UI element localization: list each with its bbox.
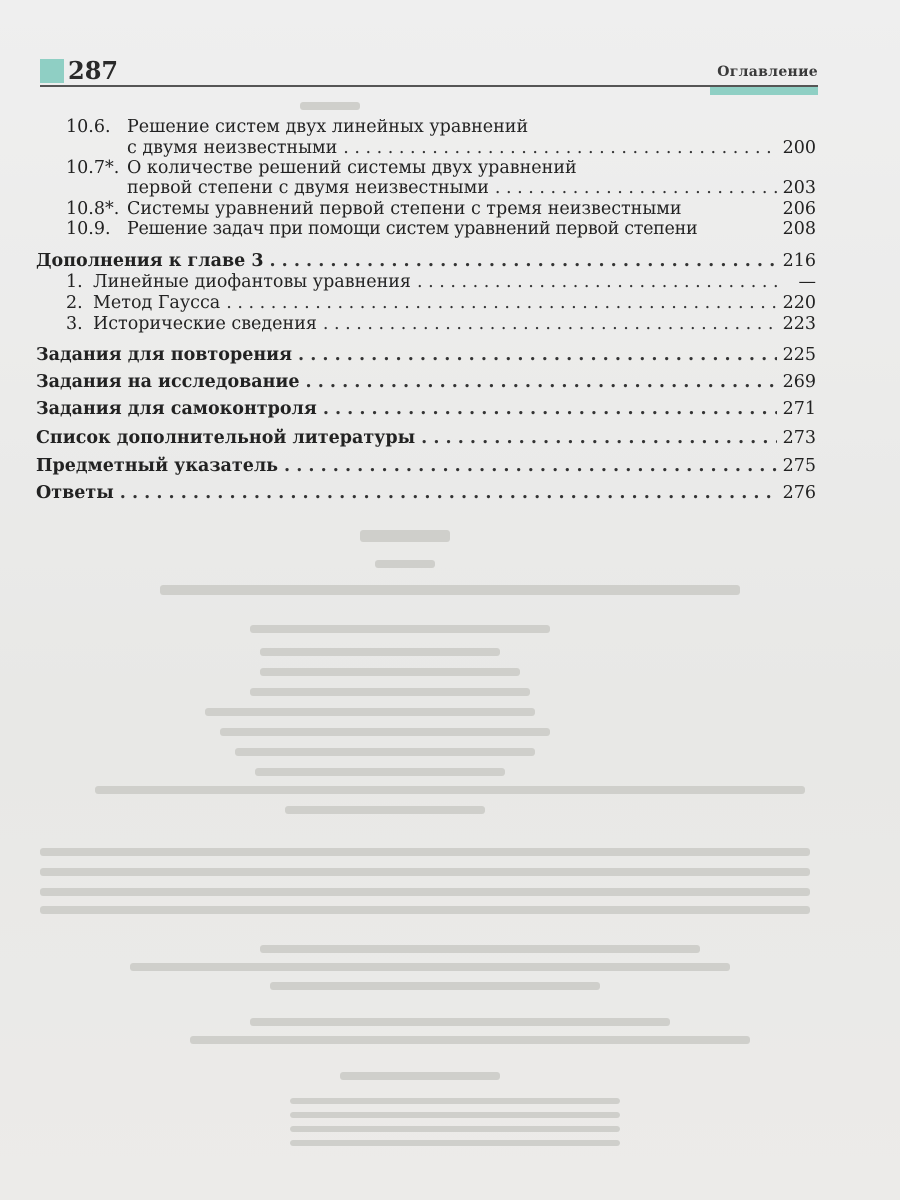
toc-entry-page: 275 xyxy=(782,456,816,476)
toc-entry-page: 206 xyxy=(782,199,816,219)
toc-entry-title: Список дополнительной литературы xyxy=(36,428,416,448)
toc-entry xyxy=(36,456,816,477)
toc-entry-number: 2. xyxy=(66,293,83,313)
toc-entry-page: 225 xyxy=(782,345,816,365)
toc-entry xyxy=(36,345,816,366)
leader-dots xyxy=(120,483,777,504)
toc-entry-page: 208 xyxy=(782,219,816,239)
leader-dots xyxy=(306,372,777,393)
toc-entry-title: Задания на исследование xyxy=(36,372,300,392)
toc-entry-number: 10.7*. xyxy=(66,158,120,178)
toc-entry-number: 10.6. xyxy=(66,117,111,137)
leader-dots xyxy=(495,178,777,199)
toc-entry xyxy=(36,483,816,504)
toc-entry-page: — xyxy=(798,272,816,292)
leader-dots xyxy=(343,138,776,159)
toc-entry-title: первой степени с двумя неизвестными xyxy=(127,178,489,198)
toc-entry xyxy=(66,293,816,314)
toc-entry-title: Линейные диофантовы уравнения xyxy=(93,272,411,292)
toc-entry xyxy=(66,219,816,240)
leader-dots xyxy=(323,314,777,335)
toc-entry xyxy=(66,272,816,293)
leader-dots xyxy=(284,456,777,477)
toc-entry-title: Решение систем двух линейных уравнений xyxy=(127,117,529,137)
toc-entry-number: 10.9. xyxy=(66,219,111,239)
toc-entry-page: 269 xyxy=(782,372,816,392)
toc-entry-title: Системы уравнений первой степени с тремя неизвестными xyxy=(127,199,682,219)
toc-entry xyxy=(36,428,816,449)
leader-dots xyxy=(417,272,778,293)
leader-dots xyxy=(323,399,777,420)
toc-entry-page: 223 xyxy=(782,314,816,334)
page-number: 287 xyxy=(68,56,119,85)
toc-entry-title: Задания для самоконтроля xyxy=(36,399,317,419)
toc-entry-title: Ответы xyxy=(36,483,114,503)
toc-entry-continuation xyxy=(127,138,816,159)
toc-entry-page: 271 xyxy=(782,399,816,419)
toc-entry-page: 276 xyxy=(782,483,816,503)
toc-entry-title: О количестве решений системы двух уравнений xyxy=(127,158,577,178)
leader-dots xyxy=(298,345,777,366)
toc-entry-continuation xyxy=(127,178,816,199)
toc-entry-title: Предметный указатель xyxy=(36,456,279,476)
toc-entry-title: Дополнения к главе 3 xyxy=(36,251,264,271)
leader-dots xyxy=(421,428,776,449)
leader-dots xyxy=(270,251,777,272)
toc-entry xyxy=(66,199,816,220)
toc-entry xyxy=(36,251,816,272)
toc-entry-title: Решение задач при помощи систем уравнений первой степени xyxy=(127,219,698,239)
toc-entry xyxy=(36,372,816,393)
toc-entry-title: Исторические сведения xyxy=(93,314,317,334)
toc-entry-number: 3. xyxy=(66,314,83,334)
toc-entry-page: 203 xyxy=(782,178,816,198)
toc-entry xyxy=(66,117,528,138)
toc-entry-title: с двумя неизвестными xyxy=(127,138,338,158)
toc-entry-page: 220 xyxy=(782,293,816,313)
toc-entry-page: 200 xyxy=(782,138,816,158)
toc-entry xyxy=(66,158,577,179)
toc-entry-title: Метод Гаусса xyxy=(93,293,221,313)
toc-entry xyxy=(36,399,816,420)
toc-entry-page: 273 xyxy=(782,428,816,448)
toc-entry-page: 216 xyxy=(782,251,816,271)
toc-entry-number: 1. xyxy=(66,272,83,292)
leader-dots xyxy=(226,293,776,314)
toc-entry-number: 10.8*. xyxy=(66,199,120,219)
section-title: Оглавление xyxy=(717,64,818,80)
toc-entry-title: Задания для повторения xyxy=(36,345,293,365)
toc-entry xyxy=(66,314,816,335)
